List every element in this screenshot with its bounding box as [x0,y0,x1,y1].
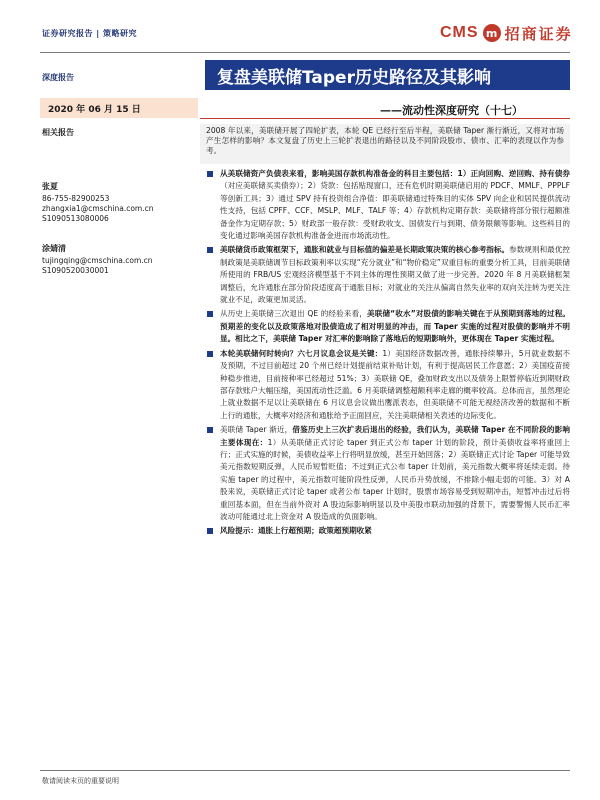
key-point [200,168,570,242]
bullet-square-icon [207,427,213,433]
key-point [200,244,570,306]
key-point-bold: 本轮美联储何时转向？六七月议息会议是关键： [220,348,383,358]
report-subtitle: ——流动性深度研究（十七） [380,104,523,117]
key-point-text: 美联储 Taper 渐近， [220,425,293,435]
key-point-bold: 从美联储资产负债表来看，影响美国存款机构准备金的科目主要包括：1）正向回购、逆回购、持有债券 [220,169,570,178]
header-divider [40,52,570,53]
sidebar [42,128,192,296]
analyst-email[interactable]: zhangxia1@cmschina.com.cn [42,204,154,213]
analyst-card [42,244,192,276]
bullet-square-icon [207,171,213,177]
analyst-email[interactable]: tujingqing@cmschina.com.cn [42,256,153,265]
report-date: 2020 年 06 月 15 日 [40,98,198,118]
analyst-name: 张夏 [42,182,58,191]
risk-warning-text: 风险提示：通胀上行超预期；政策超预期收紧 [220,526,372,536]
page-title: 复盘美联储Taper历史路径及其影响 [205,60,570,90]
analyst-name: 涂婧清 [42,244,66,253]
key-point [200,348,570,422]
key-points [200,168,570,540]
bullet-square-icon [207,528,213,534]
analyst-cert: S1090520030001 [42,266,109,275]
key-point [200,308,570,345]
summary-box: 2008 年以来，美联储开展了四轮扩表，本轮 QE 已经行至后半程，美联储 Taper 渐行渐近，又将对市场产生怎样的影响？本文复盘了历史上三轮扩表退出的路径以及不同阶段股市、债市、汇率的表现以作为参考。 [200,124,570,164]
key-point-text: 参数规则和最优控制政策是美联储调节目标政策利率以实现“充分就业”和“物价稳定”双重目标的重要分析工具，目前美联储所使用的 FRB/US 宏观经济模型基于不同主体的理性预期又做了进一步完善。2020 年 8 月美联储框架调整后，允许通胀在部分阶段适度高于通胀目标；对就业的关注从偏离自然失业率的双向关注转为更关注就业不足，政策更加灵活。 [220,245,570,305]
subtitle-divider [200,118,570,119]
analyst-cert: S1090513080006 [42,214,109,223]
report-type-tag: 深度报告 [42,73,74,82]
key-point-bold: 美联储“收水”对股债的影响关键在于从预期到落地的过程。预期差的变化以及政策落地对股债造成了相对明显的冲击，而 Taper 实施的过程对股债的影响并不明显。相比之下，美联储 Taper 对汇率的影响除了落地后的短期影响外，更体现在 Taper 实施过程。 [220,309,570,344]
key-point-text: （对应美联储买卖债券）；2）贷款：包括贴现窗口，还有危机时期美联储启用的 PDCF、MMLF、PPPLF 等创新工具；3）通过 SPV 持有投资组合净值：即美联储通过特殊目的实体 SPV 向企业和居民提供流动性支持，包括 CPFF、CCF、MSLP、MLF、TALF 等；4）存款机构定期存款：美联储将部分银行超额准备金作为定期存款；5）财政部一般存款：受财政收支、国债发行与到期、债务限额等影响。这些科目的变化通过影响美国存款机构准备金进而市场流动性。 [220,181,570,241]
footer-divider [40,770,570,771]
key-point [200,424,570,523]
bullet-square-icon [207,311,213,317]
related-reports-heading: 相关报告 [42,128,74,137]
key-point-bold: 借鉴历史上三次扩表后退出的经验，我们认为，美联储 Taper 在不同阶段的影响主要体现在： [220,425,570,447]
analyst-phone: 86-755-82900253 [42,194,110,203]
brand-logo [440,22,573,44]
key-point-bold: 美联储货币政策框架下，通胀和就业与目标值的偏差是长期政策决策的核心参考指标。 [220,245,510,255]
risk-warning [200,525,570,537]
footer-note: 敬请阅读末页的重要说明 [42,777,119,785]
key-point-text: 从历史上美联储三次退出 QE 的经验来看， [220,309,368,319]
brand-en: CMS [440,24,479,41]
key-point-text: 1）美国经济数据改善，通胀持续攀升，5月就业数据不及预期，不过目前超过 20 个州已经计划提前结束补贴计划，有利于提高居民工作意愿；2）美国疫苗接种稳步推进，目前接种率已经超过 51%；3）美联储 QE，叠加财政支出以及债务上限暂停临近到期财政部存款账户大幅压缩，美国流动性泛滥。6 月美联储调整超额利率走廊的概率较高。总体而言，虽然理论上就业数据不足以让美联储在 6 月议息会议做出鹰派表态，但美联储不可能无视经济改善的数据和不断上行的通胀，大概率对经济和通胀给予正面回应，关注美联储相关表述的边际变化。 [220,348,570,420]
bullet-square-icon [207,247,213,253]
report-category: 证券研究报告 | 策略研究 [42,29,137,38]
brand-icon: m [483,24,501,42]
analyst-card [42,182,192,224]
bullet-square-icon [207,351,213,357]
key-point-text: 1）从美联储正式讨论 taper 到正式公布 taper 计划的阶段，预计美债收益率将重回上行；正式实施的时候，美债收益率上行将明显放缓，甚至开始回落；2）美联储正式讨论 Taper 可能导致美元指数短期反弹，人民币短暂贬值；不过到正式公布 taper 计划前，美元指数大概率将延续走弱。待实施 taper 的过程中，美元指数可能阶段性反弹，人民币升势放缓，不排除小幅走弱的可能。3）对 A 股来说，美联储正式讨论 taper 或者公布 taper 计划时，股票市场容易受到短期冲击，短暂冲击过后将重回基本面，但在当前外资对 A 股边际影响明显以及中美股市联动加强的背景下，需要警惕人民币汇率波动可能通过北上资金对 A 股造成的负面影响。 [220,437,570,521]
brand-cn: 招商证券 [504,24,573,43]
